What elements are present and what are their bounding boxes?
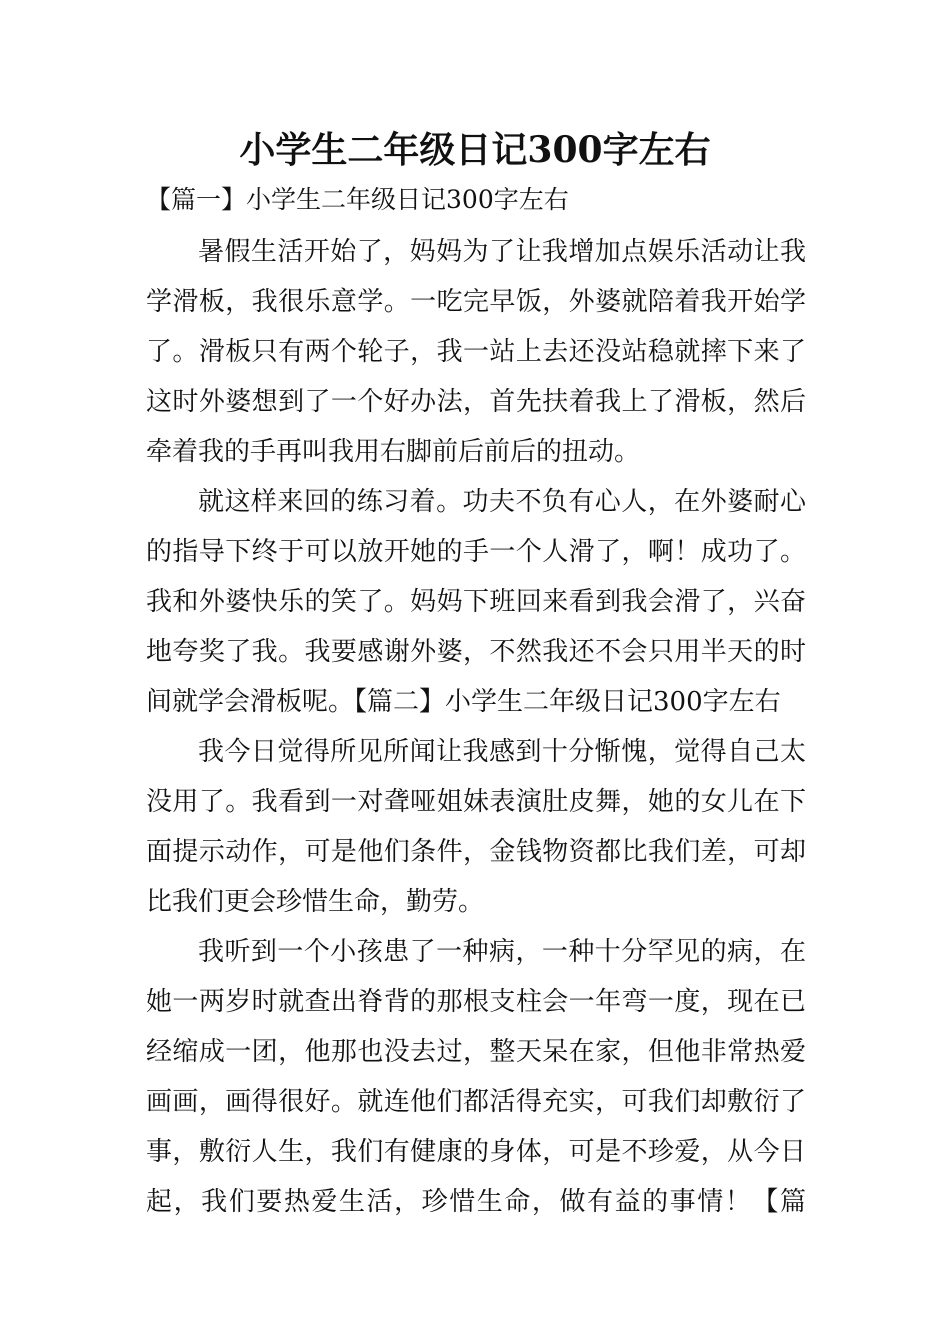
text-line: 经缩成一团，他那也没去过，整天呆在家，但他非常热爱 [146, 1037, 806, 1067]
text-line: 就这样来回的练习着。功夫不负有心人，在外婆耐心 [198, 487, 806, 517]
text-line: 这时外婆想到了一个好办法，首先扶着我上了滑板，然后 [146, 387, 806, 417]
text-line: 暑假生活开始了，妈妈为了让我增加点娱乐活动让我 [198, 237, 806, 267]
text-line: 牵着我的手再叫我用右脚前后前后的扭动。 [146, 437, 641, 467]
body-text [146, 227, 806, 1227]
text-line: 我和外婆快乐的笑了。妈妈下班回来看到我会滑了，兴奋 [146, 587, 806, 617]
text-line: 地夸奖了我。我要感谢外婆，不然我还不会只用半天的时 [146, 637, 806, 667]
text-line: 画画，画得很好。就连他们都活得充实，可我们却敷衍了 [146, 1087, 806, 1117]
text-line: 起，我们要热爱生活，珍惜生命，做有益的事情！【篇 [146, 1187, 806, 1217]
text-line: 面提示动作，可是他们条件，金钱物资都比我们差，可却 [146, 837, 806, 867]
text-line: 事，敷衍人生，我们有健康的身体，可是不珍爱，从今日 [146, 1137, 806, 1167]
text-line: 她一两岁时就查出脊背的那根支柱会一年弯一度，现在已 [146, 987, 806, 1017]
text-line: 我今日觉得所见所闻让我感到十分惭愧，觉得自己太 [198, 737, 806, 767]
section-heading: 【篇一】小学生二年级日记300字左右 [146, 185, 569, 214]
text-line: 比我们更会珍惜生命，勤劳。 [146, 887, 485, 917]
text-line: 的指导下终于可以放开她的手一个人滑了，啊！成功了。 [146, 537, 806, 567]
text-line: 我听到一个小孩患了一种病，一种十分罕见的病，在 [198, 937, 806, 967]
text-line: 间就学会滑板呢。【篇二】小学生二年级日记300字左右 [146, 687, 781, 717]
text-line: 了。滑板只有两个轮子，我一站上去还没站稳就摔下来了 [146, 337, 806, 367]
document-title: 小学生二年级日记300字左右 [239, 129, 711, 171]
text-line: 学滑板，我很乐意学。一吃完早饭，外婆就陪着我开始学 [146, 287, 806, 317]
text-line: 没用了。我看到一对聋哑姐妹表演肚皮舞，她的女儿在下 [146, 787, 806, 817]
